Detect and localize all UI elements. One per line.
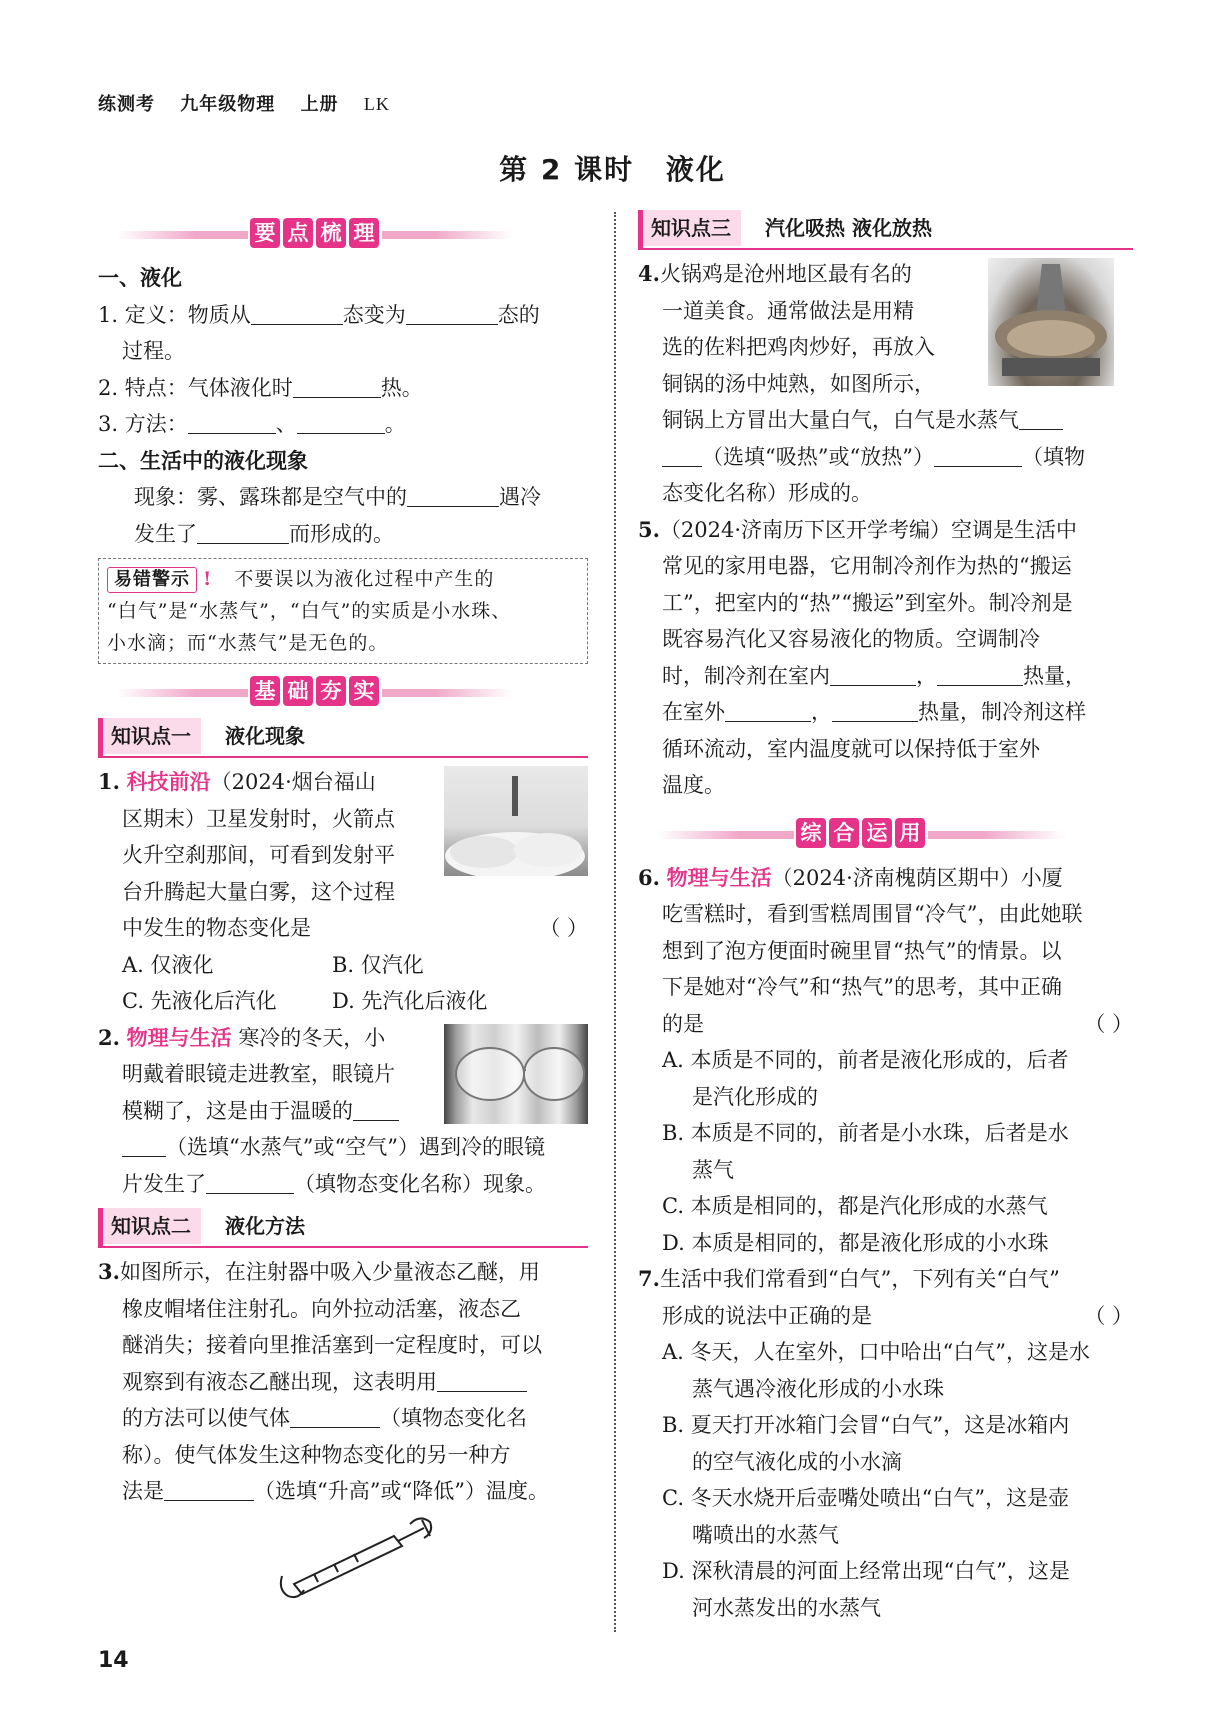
banner-char: 理 <box>349 218 379 248</box>
option-c[interactable]: C. 冬天水烧开后壶嘴处喷出“白气”，这是壶 <box>662 1486 1070 1510</box>
q6-line: 吃雪糕时，看到雪糕周围冒“冷气”，由此她联 <box>662 902 1083 926</box>
q6-line: 想到了泡方便面时碗里冒“热气”的情景。以 <box>662 938 1062 963</box>
question-6 <box>638 860 1133 1262</box>
kp-tag: 知识点一 <box>103 718 201 754</box>
option-a[interactable]: A. 冬天，人在室外，口中哈出“白气”，这是水 <box>662 1340 1090 1364</box>
page-number: 14 <box>98 1648 129 1673</box>
text: 发生了 <box>134 521 197 546</box>
volume: 上册 <box>300 94 339 115</box>
question-number: 2. <box>98 1024 120 1050</box>
option-c[interactable]: C. 先液化后汽化 <box>122 989 277 1013</box>
text: 生活中我们常看到“白气”，下列有关“白气” <box>659 1267 1060 1291</box>
q2-line <box>98 1166 588 1203</box>
hotpot-icon <box>988 258 1114 386</box>
text: 火锅鸡是沧州地区最有名的 <box>659 262 912 286</box>
warning-line <box>107 563 579 595</box>
text: 中发生的物态变化是 <box>122 916 311 940</box>
question-number: 7. <box>638 1266 660 1291</box>
q4-line: 铜锅的汤中炖熟，如图所示， <box>662 371 935 396</box>
banner-char: 运 <box>862 818 892 848</box>
glasses-icon <box>444 1024 588 1124</box>
q4-line: 一道美食。通常做法是用精 <box>662 298 914 323</box>
option-c[interactable]: C. 本质是相同的，都是汽化形成的水蒸气 <box>662 1194 1048 1218</box>
summary-heading-2: 二、生活中的液化现象 <box>98 448 308 473</box>
knowledge-point-3 <box>638 210 1133 250</box>
text: 态的 <box>497 302 540 327</box>
option-a-cont: 蒸气遇冷液化形成的小水珠 <box>692 1376 944 1401</box>
question-1 <box>98 764 588 1020</box>
text: 观察到有液态乙醚出现，这表明用 <box>122 1369 437 1394</box>
banner-char: 合 <box>829 818 859 848</box>
warning-line: 小水滴；而“水蒸气”是无色的。 <box>107 632 389 654</box>
option-d-cont: 河水蒸发出的水蒸气 <box>692 1595 881 1620</box>
q7-line <box>638 1298 1133 1335</box>
answer-blank[interactable] <box>164 1478 254 1501</box>
kp-name: 液化方法 <box>225 1214 305 1238</box>
rocket-icon <box>444 766 588 876</box>
answer-blank[interactable] <box>725 699 811 722</box>
answer-blank[interactable] <box>830 663 916 686</box>
banner-char: 梳 <box>316 218 346 248</box>
banner-title <box>250 218 382 248</box>
question-number: 3. <box>98 1259 120 1284</box>
kp-tag: 知识点三 <box>643 210 741 246</box>
section-banner-comprehensive <box>638 814 1133 854</box>
series-name: 练测考 <box>98 94 155 115</box>
text: 热量，制冷剂这样 <box>918 700 1086 724</box>
text: （2024·烟台福山 <box>210 770 376 794</box>
text: 而形成的。 <box>289 521 394 546</box>
knowledge-point-2 <box>98 1208 588 1248</box>
answer-paren[interactable]: （ ） <box>539 916 588 940</box>
option-a[interactable]: A. 仅液化 <box>122 952 214 977</box>
rocket-launch-photo <box>444 766 588 876</box>
text: 热量， <box>1023 663 1086 688</box>
q5-line: 常见的家用电器，它用制冷剂作为热的“搬运 <box>662 554 1072 578</box>
q1-options-row <box>98 947 588 984</box>
summary-heading-1: 一、液化 <box>98 266 182 290</box>
text: 态变为 <box>342 302 406 327</box>
banner-char: 点 <box>283 218 313 248</box>
q4-line <box>638 402 1133 439</box>
text: （填物 <box>1021 444 1085 469</box>
text: 铜锅上方冒出大量白气，白气是水蒸气 <box>662 408 1019 432</box>
banner-bar-right <box>928 831 1064 839</box>
summary-definition-cont: 过程。 <box>122 339 185 363</box>
q5-line: 温度。 <box>662 773 725 797</box>
knowledge-point-1 <box>98 718 588 758</box>
option-b-cont: 的空气液化成的小水滴 <box>692 1449 902 1474</box>
q1-line: 台升腾起大量白雾，这个过程 <box>122 879 395 904</box>
q5-line <box>638 694 1133 731</box>
banner-bar-right <box>382 231 512 239</box>
banner-bar-left <box>658 831 794 839</box>
q3-line <box>98 1254 588 1291</box>
summary-phenomenon <box>98 479 588 516</box>
answer-blank[interactable] <box>662 444 702 467</box>
q5-line <box>638 512 1133 549</box>
banner-char: 实 <box>349 676 379 706</box>
kp-name: 汽化吸热 液化放热 <box>765 216 932 240</box>
answer-blank[interactable] <box>297 411 385 434</box>
answer-blank[interactable] <box>832 699 918 722</box>
answer-blank[interactable] <box>1019 407 1063 430</box>
lesson-number: 第 2 课时 <box>499 153 635 186</box>
answer-blank[interactable] <box>188 411 276 434</box>
foggy-glasses-photo <box>444 1024 588 1124</box>
q7-line <box>638 1261 1133 1298</box>
answer-paren[interactable]: （ ） <box>1084 1011 1133 1036</box>
q3-line <box>98 1364 588 1401</box>
text: 的方法可以使气体 <box>122 1406 290 1430</box>
summary-definition <box>98 297 588 334</box>
hotpot-chicken-photo <box>988 258 1114 386</box>
grade-subject: 九年级物理 <box>180 94 276 115</box>
option-c-cont: 嘴喷出的水蒸气 <box>692 1522 839 1547</box>
q4-line: 态变化名称）形成的。 <box>662 481 872 505</box>
answer-blank[interactable] <box>437 1369 527 1392</box>
option-a-cont: 是汽化形成的 <box>692 1084 818 1109</box>
banner-char: 础 <box>283 676 313 706</box>
q2-line: 明戴着眼镜走进教室，眼镜片 <box>122 1062 395 1086</box>
text: （2024·济南历下区开学考编）空调是生活中 <box>659 517 1078 542</box>
answer-blank[interactable] <box>197 521 289 544</box>
q1-line: 区期末）卫星发射时，火箭点 <box>122 806 395 831</box>
warning-tag: 易错警示 <box>107 567 197 593</box>
option-d[interactable]: D. 先汽化后液化 <box>332 989 488 1013</box>
question-number: 5. <box>638 516 660 542</box>
text: 、 <box>275 412 297 436</box>
banner-title <box>796 818 928 848</box>
banner-char: 夯 <box>316 676 346 706</box>
text: 法是 <box>122 1479 164 1503</box>
text: 形成的说法中正确的是 <box>662 1303 872 1328</box>
q3-line: 称）。使气体发生这种物态变化的另一种方 <box>122 1442 511 1467</box>
mistake-warning-box <box>98 558 588 664</box>
question-3 <box>98 1254 588 1604</box>
question-number: 1. <box>98 769 120 794</box>
question-7 <box>638 1261 1133 1626</box>
summary-phenomenon-cont <box>98 516 588 553</box>
answer-blank[interactable] <box>937 663 1023 686</box>
answer-blank[interactable] <box>251 302 343 325</box>
text: （选填“升高”或“降低”）温度。 <box>254 1479 549 1503</box>
q3-line <box>98 1473 588 1510</box>
option-b[interactable]: B. 夏天打开冰箱门会冒“白气”，这是冰箱内 <box>662 1413 1070 1437</box>
q1-line <box>98 910 588 947</box>
column-divider <box>614 212 616 1632</box>
option-b[interactable]: B. 仅汽化 <box>332 952 424 977</box>
option-b-cont: 蒸气 <box>692 1157 734 1182</box>
question-label: 科技前沿 <box>126 770 211 794</box>
answer-blank[interactable] <box>407 484 499 507</box>
answer-blank[interactable] <box>934 444 1022 467</box>
question-number: 4. <box>638 261 660 286</box>
q4-line <box>638 439 1133 476</box>
text: 在室外 <box>662 700 725 724</box>
question-label: 物理与生活 <box>126 1025 232 1050</box>
banner-char: 用 <box>895 818 925 848</box>
right-column <box>638 210 1133 1626</box>
q3-line <box>98 1400 588 1437</box>
q5-line <box>638 658 1133 695</box>
q2-line <box>98 1129 588 1166</box>
text: 现象：雾、露珠都是空气中的 <box>134 485 407 509</box>
answer-blank[interactable] <box>353 1098 399 1121</box>
banner-char: 综 <box>796 818 826 848</box>
q1-line: 火升空刹那间，可看到发射平 <box>122 843 395 867</box>
text: （选填“吸热”或“放热”） <box>702 444 934 469</box>
section-banner-key-points <box>98 214 588 254</box>
text: 模糊了，这是由于温暖的 <box>122 1098 353 1123</box>
edition: LK <box>363 94 390 114</box>
question-4 <box>638 256 1133 512</box>
q4-line: 选的佐料把鸡肉炒好，再放入 <box>662 335 935 359</box>
syringe-illustration <box>274 1514 434 1600</box>
summary-methods <box>98 406 588 443</box>
text: 2. 特点：气体液化时 <box>98 375 293 400</box>
question-label: 物理与生活 <box>666 865 772 890</box>
page-title <box>0 148 1225 188</box>
text: （填物态变化名 <box>380 1406 527 1430</box>
option-a[interactable]: A. 本质是不同的，前者是液化形成的，后者 <box>662 1048 1069 1072</box>
text: （填物态变化名称）现象。 <box>294 1171 546 1196</box>
exclamation-icon: ! <box>203 568 213 590</box>
option-d[interactable]: D. 深秋清晨的河面上经常出现“白气”，这是 <box>662 1559 1070 1583</box>
lesson-topic: 液化 <box>665 153 726 186</box>
text: 遇冷 <box>499 485 541 509</box>
running-header <box>98 90 408 116</box>
left-column <box>98 210 588 1604</box>
text: （选填“水蒸气”或“空气”）遇到冷的眼镜 <box>166 1135 545 1159</box>
answer-blank[interactable] <box>293 375 381 398</box>
q6-line: 下是她对“冷气”和“热气”的思考，其中正确 <box>662 975 1062 999</box>
option-d[interactable]: D. 本质是相同的，都是液化形成的小水珠 <box>662 1230 1049 1255</box>
text: （2024·济南槐荫区期中）小厦 <box>771 865 1063 890</box>
kp-tag: 知识点二 <box>103 1208 201 1244</box>
kp-name: 液化现象 <box>225 724 305 748</box>
banner-title <box>250 676 382 706</box>
q3-line: 醚消失；接着向里推活塞到一定程度时，可以 <box>122 1333 542 1357</box>
q5-line: 循环流动，室内温度就可以保持低于室外 <box>662 736 1040 761</box>
banner-bar-left <box>118 689 248 697</box>
answer-paren[interactable]: （ ） <box>1084 1303 1133 1328</box>
summary-feature <box>98 370 588 407</box>
text: 1. 定义：物质从 <box>98 302 251 327</box>
text: 3. 方法： <box>98 412 188 436</box>
text: 如图所示，在注射器中吸入少量液态乙醚，用 <box>119 1260 540 1284</box>
text: 片发生了 <box>122 1171 206 1196</box>
text: 时，制冷剂在室内 <box>662 663 830 688</box>
text: 不要误以为液化过程中产生的 <box>234 568 495 590</box>
text: ， <box>811 700 832 724</box>
text: 。 <box>384 412 406 436</box>
question-2 <box>98 1020 588 1203</box>
banner-bar-left <box>118 231 248 239</box>
q6-line <box>638 1006 1133 1043</box>
q5-line: 工”，把室内的“热”“搬运”到室外。制冷剂是 <box>662 590 1073 615</box>
section-banner-basics <box>98 672 588 712</box>
answer-blank[interactable] <box>290 1405 380 1428</box>
q6-line <box>638 860 1133 897</box>
question-5 <box>638 512 1133 804</box>
answer-blank[interactable] <box>206 1171 294 1194</box>
question-number: 6. <box>638 864 660 890</box>
banner-char: 基 <box>250 676 280 706</box>
text: 的是 <box>662 1011 704 1036</box>
banner-bar-right <box>382 689 512 697</box>
banner-char: 要 <box>250 218 280 248</box>
option-b[interactable]: B. 本质是不同的，前者是小水珠，后者是水 <box>662 1121 1069 1145</box>
q5-line: 既容易汽化又容易液化的物质。空调制冷 <box>662 627 1040 651</box>
warning-line: “白气”是“水蒸气”，“白气”的实质是小水珠、 <box>107 600 512 622</box>
answer-blank[interactable] <box>122 1134 166 1157</box>
text: ， <box>916 663 937 688</box>
answer-blank[interactable] <box>406 302 498 325</box>
text: 寒冷的冬天，小 <box>238 1025 386 1050</box>
q1-options-row <box>98 983 588 1020</box>
q3-line: 橡皮帽堵住注射孔。向外拉动活塞，液态乙 <box>122 1296 521 1321</box>
text: 热。 <box>380 375 423 400</box>
